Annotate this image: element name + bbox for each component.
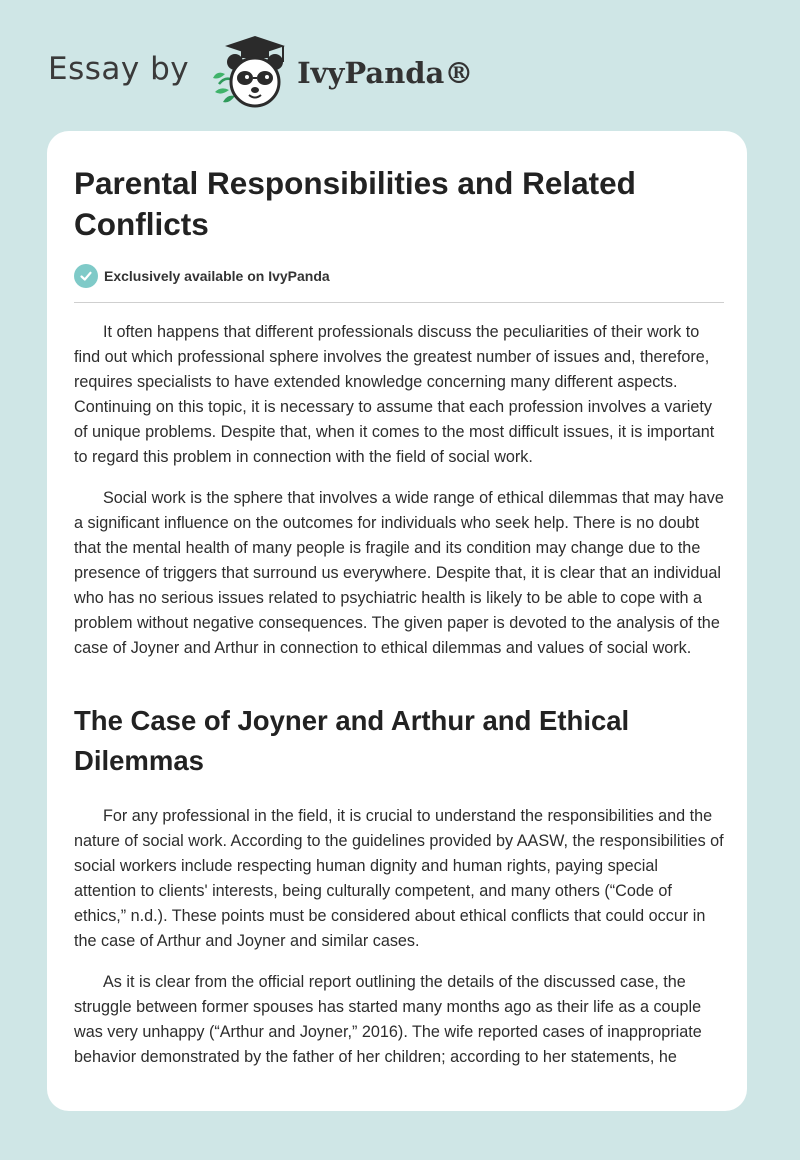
paragraph: As it is clear from the official report outlining the details of the discussed case, the struggle between former spouses has started many months ago as their life as a couple was very unhappy (“Arthur and Joyner,” 2016). The wife reported cases of inappropriate behavior demonstrated by the father of her children; according to her statements, he (74, 973, 702, 1066)
brand-prefix: Essay by (48, 51, 190, 87)
section-heading: The Case of Joyner and Arthur and Ethical Dilemmas (74, 705, 630, 776)
exclusive-badge (74, 264, 330, 288)
paragraph: It often happens that different professionals discuss the peculiarities of their work to find out which professional sphere involves the greatest number of issues and, therefore, requires specialists to have extended knowledge concerning many different aspects. Continuing on this topic, it is necessary to assume that each profession involves a variety of unique problems. Despite that, when it comes to the most difficult issues, it is important to regard this problem in connection with the field of social work. (74, 323, 715, 466)
article-card (47, 131, 747, 1111)
check-circle-icon (74, 264, 98, 288)
paragraph: For any professional in the field, it is crucial to understand the responsibilities and the nature of social work. According to the guidelines provided by AASW, the responsibilities of social workers include respecting human dignity and human rights, paying special attention to clients' interests, being culturally competent, and many others (“Code of ethics,” n.d.). These points must be considered about ethical conflicts that could occur in the case of Arthur and Joyner and similar cases. (74, 807, 724, 950)
paragraph: Social work is the sphere that involves a wide range of ethical dilemmas that may have a significant influence on the outcomes for individuals who seek help. There is no doubt that the mental health of many people is fragile and its condition may change due to the presence of triggers that surround us everywhere. Despite that, it is clear that an individual who has no serious issues related to psychiatric health is likely to be able to cope with a problem without negative consequences. The given paper is devoted to the analysis of the case of Joyner and Arthur in connection to ethical dilemmas and values of social work. (74, 489, 724, 657)
divider (74, 302, 724, 303)
exclusive-label: Exclusively available on IvyPanda (104, 268, 330, 284)
page-title: Parental Responsibilities and Related Conflicts (74, 165, 636, 242)
panda-graduate-icon (203, 32, 291, 112)
brand-name: IvyPanda® (297, 56, 474, 90)
brand-logo[interactable] (48, 32, 473, 112)
